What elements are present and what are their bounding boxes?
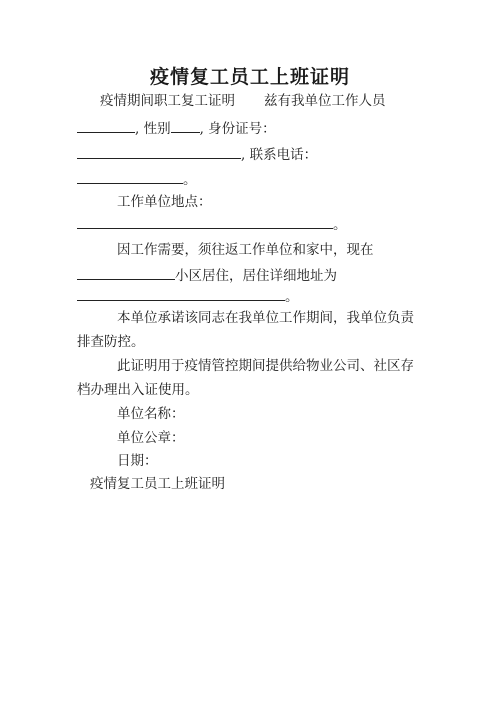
- commitment-line-1: 本单位承诺该同志在我单位工作期间，我单位负责: [117, 310, 414, 326]
- intro-line-right: 兹有我单位工作人员: [264, 93, 386, 109]
- workplace-line: [77, 215, 347, 233]
- community-blank[interactable]: [77, 266, 175, 280]
- gender-label: , 性别: [135, 121, 171, 137]
- workplace-blank[interactable]: [77, 215, 333, 229]
- name-gender-id-line: [77, 119, 276, 137]
- unit-name-label: 单位名称：: [117, 406, 185, 422]
- date-label: 日期：: [117, 453, 158, 469]
- unit-seal-label: 单位公章：: [117, 430, 185, 446]
- gender-blank[interactable]: [171, 119, 200, 133]
- community-text: 小区居住，居住详细地址为: [175, 268, 337, 284]
- commitment-line-2: 排查防控。: [77, 334, 145, 350]
- id-phone-line: [77, 145, 317, 163]
- phone-label: , 联系电话：: [241, 147, 318, 163]
- address-blank[interactable]: [77, 287, 285, 301]
- name-blank[interactable]: [77, 119, 135, 133]
- phone-blank[interactable]: [77, 170, 183, 184]
- footer-title: 疫情复工员工上班证明: [90, 476, 225, 492]
- purpose-line-2: 档办理出入证使用。: [77, 382, 199, 398]
- document-title: 疫情复工员工上班证明: [149, 66, 350, 88]
- intro-line-left: 疫情期间职工复工证明: [100, 93, 235, 109]
- purpose-line-1: 此证明用于疫情管控期间提供给物业公司、社区存: [117, 358, 414, 374]
- community-line: [77, 266, 337, 284]
- phone-period: 。: [183, 172, 197, 188]
- reason-text: 因工作需要，须往返工作单位和家中，现在: [117, 242, 374, 258]
- id-label: , 身份证号：: [199, 121, 276, 137]
- address-line: [77, 287, 299, 305]
- phone-line: [77, 170, 197, 188]
- workplace-period: 。: [333, 217, 347, 233]
- workplace-label: 工作单位地点：: [117, 194, 212, 210]
- id-number-blank[interactable]: [77, 145, 241, 159]
- address-period: 。: [285, 289, 299, 305]
